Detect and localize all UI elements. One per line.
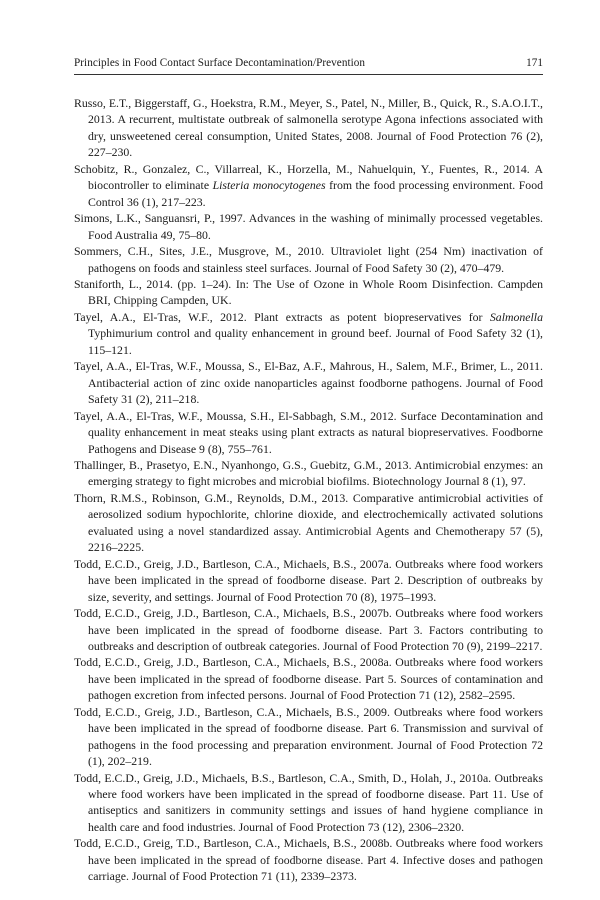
reference-item: Schobitz, R., Gonzalez, C., Villarreal, K., Horzella, M., Nahuelquin, Y., Fuentes, R., 2014. A biocontroller to eliminate Listeria monocytogenes from the food processing environment. Food Control 36 (1), 217–223. bbox=[74, 161, 543, 209]
reference-item: Todd, E.C.D., Greig, J.D., Bartleson, C.A., Michaels, B.S., 2007b. Outbreaks where food workers have been implicated in the spread of foodborne disease. Part 3. Factors contributing to outbreaks and description of outbreak categories. Journal of Food Protection 70 (9), 2199–2217. bbox=[74, 606, 543, 653]
running-title: Principles in Food Contact Surface Decontamination/Prevention bbox=[74, 57, 366, 69]
reference-item: Todd, E.C.D., Greig, T.D., Bartleson, C.A., Michaels, B.S., 2008b. Outbreaks where food workers have been implicated in the spread of foodborne disease. Part 4. Infective doses and pathogen carriage. Journal of Food Protection 71 (11), 2339–2373. bbox=[74, 836, 543, 884]
reference-item: Tayel, A.A., El-Tras, W.F., 2012. Plant extracts as potent biopreservatives for Salmonella Typhimurium control and quality enhancement in ground beef. Journal of Food Safety 32 (1), 115–121. bbox=[74, 309, 543, 357]
reference-item: Todd, E.C.D., Greig, J.D., Bartleson, C.A., Michaels, B.S., 2008a. Outbreaks where food workers have been implicated in the spread of foodborne disease. Part 5. Sources of contamination and pathogen excretion from infected persons. Journal of Food Protection 71 (12), 2582–2595. bbox=[74, 655, 543, 703]
reference-item: Sommers, C.H., Sites, J.E., Musgrove, M., 2010. Ultraviolet light (254 Nm) inactivation of pathogens on foods and stainless steel surfaces. Journal of Food Safety 30 (2), 470–479. bbox=[74, 244, 543, 275]
reference-item: Thallinger, B., Prasetyo, E.N., Nyanhongo, G.S., Guebitz, G.M., 2013. Antimicrobial enzymes: an emerging strategy to fight microbes and microbial biofilms. Biotechnology Journal 8 (1), 97. bbox=[74, 457, 543, 489]
reference-item: Todd, E.C.D., Greig, J.D., Bartleson, C.A., Michaels, B.S., 2009. Outbreaks where food workers have been implicated in the spread of foodborne disease. Part 6. Transmission and survival of pathogens in the food processing and preparation environment. Journal of Food Protection 72 (1), 202–219. bbox=[74, 704, 543, 769]
reference-item: Staniforth, L., 2014. (pp. 1–24). In: The Use of Ozone in Whole Room Disinfection. Campden BRI, Chipping Campden, UK. bbox=[74, 276, 543, 308]
reference-item: Todd, E.C.D., Greig, J.D., Michaels, B.S., Bartleson, C.A., Smith, D., Holah, J., 2010a. Outbreaks where food workers have been implicated in the spread of foodborne disease. Part 11. Use of antiseptics and sanitizers in community settings and issues of hand hygiene compliance in health care and food industries. Journal of Food Protection 73 (12), 2306–2320. bbox=[74, 770, 543, 834]
reference-item: Tayel, A.A., El-Tras, W.F., Moussa, S.H., El-Sabbagh, S.M., 2012. Surface Decontamination and quality enhancement in meat steaks using plant extracts as natural biopreservatives. Foodborne Pathogens and Disease 9 (8), 755–761. bbox=[74, 408, 543, 456]
reference-item: Russo, E.T., Biggerstaff, G., Hoekstra, R.M., Meyer, S., Patel, N., Miller, B., Quick, R., S.A.O.I.T., 2013. A recurrent, multistate outbreak of salmonella serotype Agona infections associated with dry, unsweetened cereal consumption, United States, 2008. Journal of Food Protection 76 (2), 227–230. bbox=[74, 96, 543, 160]
reference-item: Tayel, A.A., El-Tras, W.F., Moussa, S., El-Baz, A.F., Mahrous, H., Salem, M.F., Brimer, L., 2011. Antibacterial action of zinc oxide nanoparticles against foodborne pathogens. Journal of Food Safety 31 (2), 211–218. bbox=[74, 359, 543, 407]
page-number: 171 bbox=[526, 57, 543, 69]
running-header bbox=[74, 57, 543, 73]
reference-item: Todd, E.C.D., Greig, J.D., Bartleson, C.A., Michaels, B.S., 2007a. Outbreaks where food workers have been implicated in the spread of foodborne disease. Part 2. Description of outbreaks by size, severity, and settings. Journal of Food Protection 70 (8), 1975–1993. bbox=[74, 556, 543, 604]
reference-item: Simons, L.K., Sanguansri, P., 1997. Advances in the washing of minimally processed vegetables. Food Australia 49, 75–80. bbox=[74, 211, 543, 242]
reference-list bbox=[74, 95, 543, 885]
reference-item: Thorn, R.M.S., Robinson, G.M., Reynolds, D.M., 2013. Comparative antimicrobial activities of aerosolized sodium hypochlorite, chlorine dioxide, and electrochemically activated solutions evaluated using a novel standardized assay. Antimicrobial Agents and Chemotherapy 57 (5), 2216–2225. bbox=[74, 490, 543, 555]
header-rule bbox=[74, 74, 543, 75]
